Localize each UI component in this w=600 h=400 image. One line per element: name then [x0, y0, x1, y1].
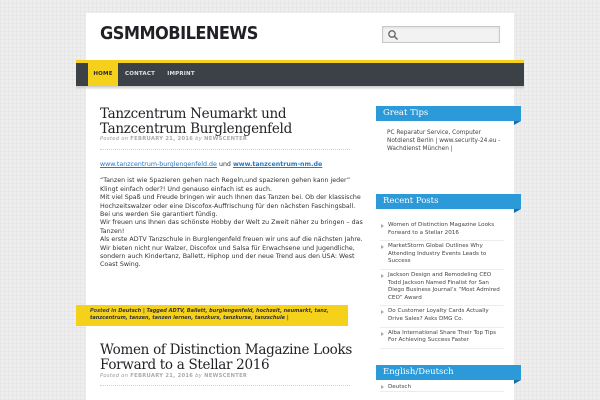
site-logo[interactable]: GSMMOBILENEWS — [100, 23, 258, 44]
bullet-icon — [381, 245, 384, 249]
main-nav — [76, 60, 524, 86]
paragraph: Mit viel Spaß und Freude bringen wir auch Ihnen das Tanzen bei. Ob der klassische Hochzeitswalzer oder eine Discofox-Auffrischung für den nächsten Faschingsball. Bei uns werden Sie garantiert fündig. — [100, 194, 361, 219]
link-neumarkt[interactable]: www.tanzcentrum-nm.de — [232, 161, 323, 168]
widget-title-great-tips: Great Tips — [376, 106, 521, 121]
great-tips-text[interactable]: PC Reparatur Service, Computer Notdienst Berlin | www.security-24.eu - Wachdienst München | — [387, 130, 501, 152]
post-title[interactable]: Tanzcentrum Neumarkt und Tanzcentrum Burglengenfeld — [100, 106, 292, 137]
paragraph: “Tanzen ist wie Spazieren gehen nach Regeln,und spazieren gehen kann jeder” Klingt einfach oder?! Und genauso einfach ist es auch. — [100, 177, 351, 193]
widget-title-recent-posts: Recent Posts — [376, 194, 521, 209]
link-burglengenfeld[interactable]: www.tanzcentrum-burglengenfeld.de — [100, 161, 217, 168]
category-link[interactable]: Deutsch — [118, 308, 142, 314]
divider — [100, 385, 350, 386]
nav-shadow — [76, 86, 524, 90]
nav-home[interactable]: HOME — [88, 63, 118, 86]
tagged-label: | Tagged — [142, 308, 167, 314]
language-item-deutsch[interactable]: Deutsch — [380, 383, 504, 392]
paragraph: Wir bieten nicht nur Walzer, Discofox und Salsa für Erwachsene und Jugendliche, sondern auch Kindertanz, Ballett, Hiphop und der neue Trend aus den USA: West Coast Swing. — [100, 244, 355, 269]
recent-post-item[interactable]: Alba International Share Their Top Tips For Achieving Success Faster — [380, 330, 504, 349]
posted-in-label: Posted in — [90, 308, 117, 314]
divider — [100, 149, 350, 150]
page-wrapper — [86, 13, 514, 400]
recent-post-item[interactable]: Jackson Design and Remodeling CEO Todd Jackson Named Finalist for San Diego Business Journal’s “Most Admired CEO” Award — [380, 272, 504, 306]
bullet-icon — [381, 274, 384, 278]
post-author[interactable]: NEWSCENTER — [204, 373, 248, 379]
post-meta — [100, 373, 247, 379]
recent-post-item[interactable]: Women of Distinction Magazine Looks Forward to a Stellar 2016 — [380, 222, 504, 241]
search-icon[interactable] — [387, 29, 399, 41]
language-list — [380, 383, 504, 392]
search-box[interactable] — [382, 26, 500, 43]
bullet-icon — [381, 332, 384, 336]
recent-post-item[interactable]: Do Customer Loyalty Cards Actually Drive Sales? Asks DMG Co. — [380, 308, 504, 327]
meta-posted-on: Posted on — [100, 136, 129, 142]
meta-by: by — [195, 136, 203, 142]
widget-title-language: English/Deutsch — [376, 365, 521, 380]
link-separator: und — [218, 161, 231, 168]
post-meta — [100, 136, 247, 142]
bullet-icon — [381, 224, 384, 228]
post-title[interactable]: Women of Distinction Magazine Looks Forward to a Stellar 2016 — [100, 342, 352, 373]
meta-by: by — [195, 373, 203, 379]
nav-imprint[interactable]: IMPRINT — [167, 71, 195, 77]
recent-post-item[interactable]: MarketStorm Global Outlines Why Attending Industry Events Leads to Success — [380, 243, 504, 270]
bullet-icon — [381, 385, 384, 389]
post-author[interactable]: NEWSCENTER — [204, 136, 248, 142]
post-tags-bar — [76, 305, 348, 326]
paragraph: Wir freuen uns Ihnen das schönste Hobby der Welt zu Zweit näher zu bringen – das Tanzen! — [100, 219, 363, 235]
recent-posts-list — [380, 222, 504, 351]
post-content — [100, 161, 364, 270]
post-date[interactable]: FEBRUARY 21, 2016 — [130, 373, 194, 379]
search-input[interactable] — [401, 27, 497, 42]
tag-links[interactable]: ADTV, Ballett, burglengenfeld, hochzeit, neumarkt, tanz, tanzcentrum, tanzen, tanzen lernen, tanzkurs, tanzkurse, tanzschule | — [90, 308, 329, 322]
meta-posted-on: Posted on — [100, 373, 129, 379]
bullet-icon — [381, 310, 384, 314]
post-date[interactable]: FEBRUARY 21, 2016 — [130, 136, 194, 142]
paragraph: Als erste ADTV Tanzschule in Burglengenfeld freuen wir uns auf die nächsten Jahre. — [100, 236, 363, 244]
nav-contact[interactable]: CONTACT — [124, 71, 156, 77]
